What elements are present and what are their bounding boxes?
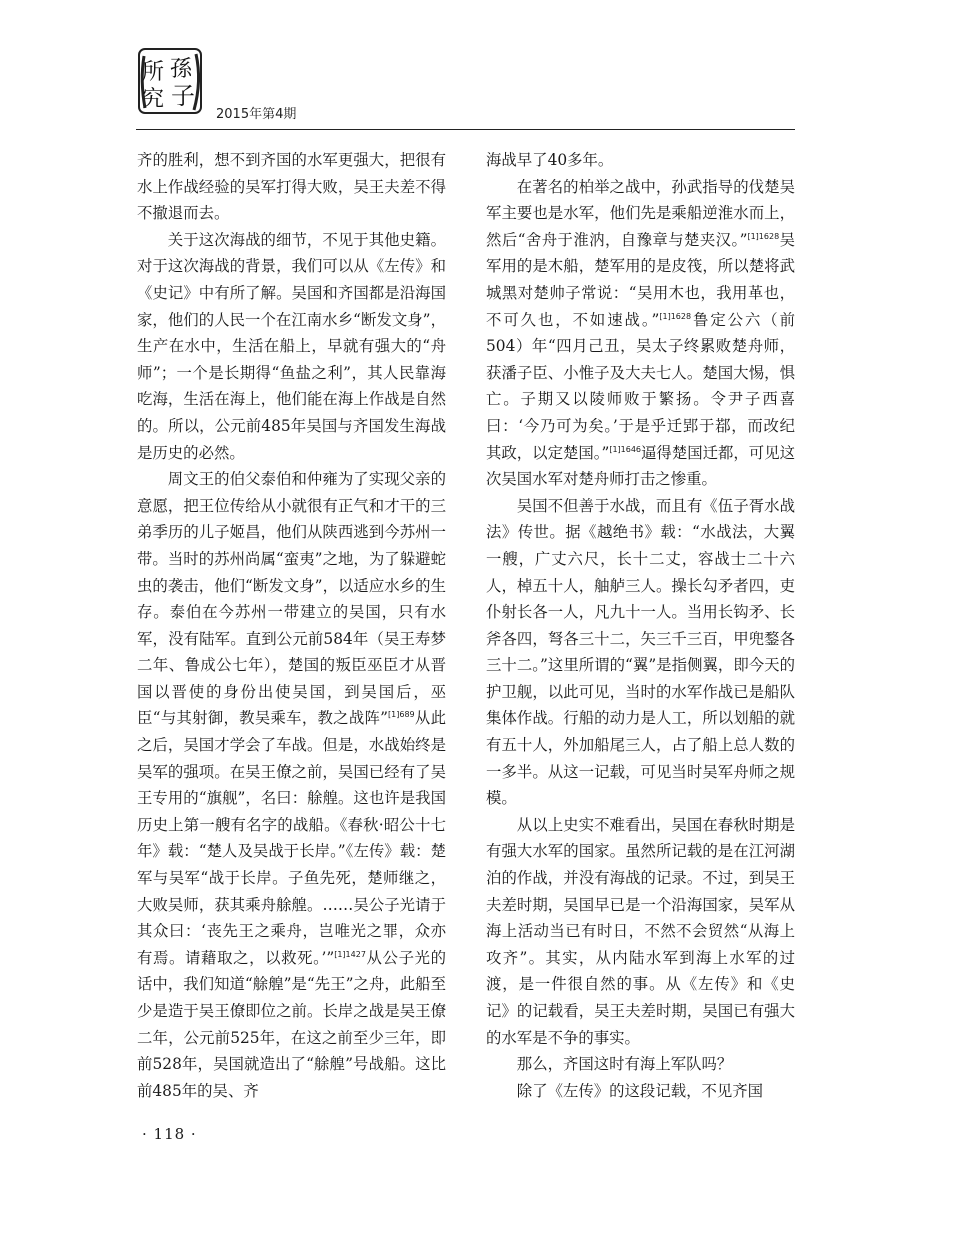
paragraph-text: 周文王的伯父泰伯和仲雍为了实现父亲的意愿，把王位传给从小就很有正气和才干的三弟季历的儿子姬昌，他们从陕西逃到今苏州一带。当时的苏州尚属“蛮夷”之地，为了躲避蛇虫的袭击，他们“断发文身”，以适应水乡的生存。泰伯在今苏州一带建立的吴国，只有水军，没有陆军。直到公元前584年（吴王寿梦二年、鲁成公七年），楚国的叛臣巫臣才从晋国以晋使的身份出使吴国，到吴国后，巫臣“与其射御，教吴乘车，教之战阵” [137,470,446,728]
right-column [486,147,795,1104]
journal-logo [136,46,204,116]
paragraph: 那么，齐国这时有海上军队吗？ [516,1055,733,1074]
svg-text:子: 子 [171,82,195,110]
svg-text:所: 所 [142,60,165,85]
svg-text:孫: 孫 [170,57,193,82]
paragraph-text: 在著名的柏举之战中，孙武指导的伐楚吴军主要也是水军，他们先是乘船逆淮水而上，然后“舍舟于淮汭，自豫章与楚夹汉。” [486,177,795,249]
paragraph: 除了《左传》的这段记载，不见齐国 [516,1081,764,1100]
citation-ref: [1]1646 [609,444,642,454]
page-number: · 118 · [142,1125,197,1143]
paragraph-text: 逼得楚国迁都，可见这次吴国水军对楚舟师打击之惨重。 [486,443,795,489]
paragraph-text: 从此之后，吴国才学会了车战。但是，水战始终是吴军的强项。在吴王僚之前，吴国已经有了吴王专用的“旗舰”，名曰：艅艎。这也许是我国历史上第一艘有名字的战船。《春秋·昭公十七年》载：“楚人及吴战于长岸。”《左传》载：楚军与吴军“战于长岸。子鱼先死，楚师继之，大败吴师，获其乘舟艅艎。……吴公子光请于其众曰：‘丧先王之乘舟，岂唯光之罪，众亦有焉。请藉取之，以救死。’” [137,709,446,967]
paragraph [486,174,795,493]
paragraph: 从以上史实不难看出，吴国在春秋时期是有强大水军的国家。虽然所记载的是在江河湖泊的作战，并没有海战的记录。不过，到吴王夫差时期，吴国早已是一个沿海国家，吴军从海上活动当已有时日，不然不会贸然“从海上攻齐”。其实，从内陆水军到海上水军的过渡，是一件很自然的事。从《左传》和《史记》的记载看，吴王夫差时期，吴国已有强大的水军是不争的事实。 [486,815,795,1047]
citation-ref: [1]1628 [659,311,692,321]
header-rule [136,129,795,130]
paragraph: 齐的胜利，想不到齐国的水军更强大，把很有水上作战经验的吴军打得大败，吴王夫差不得不撤退而去。 [137,151,446,223]
paragraph: 关于这次海战的细节，不见于其他史籍。对于这次海战的背景，我们可以从《左传》和《史记》中有所了解。吴国和齐国都是沿海国家，他们的人民一个在江南水乡“断发文身”，生产在水中，生活在船上，早就有强大的“舟师”；一个是长期得“鱼盐之利”，其人民靠海吃海，生活在海上，他们能在海上作战是自然的。所以，公元前485年吴国与齐国发生海战是历史的必然。 [137,230,446,462]
paragraph [137,466,446,1104]
issue-label: 2015年第4期 [216,107,297,122]
citation-ref: [1]689 [388,710,415,720]
citation-ref: [1]1628 [747,231,780,241]
svg-text:究: 究 [142,87,165,112]
paragraph-text: 从公子光的话中，我们知道“艅艎”是“先王”之舟，此船至少是造于吴王僚即位之前。长岸之战是吴王僚二年，公元前525年，在这之前至少三年，即前528年，吴国就造出了“艅艎”号战船。这比前485年的吴、齐 [137,948,446,1100]
paragraph: 海战早了40多年。 [486,151,614,169]
paragraph: 吴国不但善于水战，而且有《伍子胥水战法》传世。据《越绝书》载：“水战法，大翼一艘，广丈六尺，长十二丈，容战士二十六人，棹五十人，舳舻三人。操长勾矛者四，吏仆射长各一人，凡九十一人。当用长钩矛、长斧各四，弩各三十二，矢三千三百，甲兜鍪各三十二。”这里所谓的“翼”是指侧翼，即今天的护卫舰，以此可见，当时的水军作战已是船队集体作战。行船的动力是人工，所以划船的就有五十人，外加船尾三人，占了船上总人数的一多半。从这一记载，可见当时吴军舟师之规模。 [486,496,795,808]
paragraph-text: 吴军用的是木船，楚军用的是皮筏，所以楚将武城黑对楚帅子常说：“吴用木也，我用革也，不可久也，不如速战。” [486,230,795,329]
citation-ref: [1]1427 [334,949,366,959]
left-column [137,147,446,1104]
paragraph-text: 鲁定公六（前504）年“四月己丑，吴太子终累败楚舟师，获潘子臣、小惟子及大夫七人。楚国大惕，惧亡。子期又以陵师败于繁扬。令尹子西喜曰：‘今乃可为矣。’于是乎迁郢于鄀，而改纪其政，以定楚国。” [486,310,795,462]
